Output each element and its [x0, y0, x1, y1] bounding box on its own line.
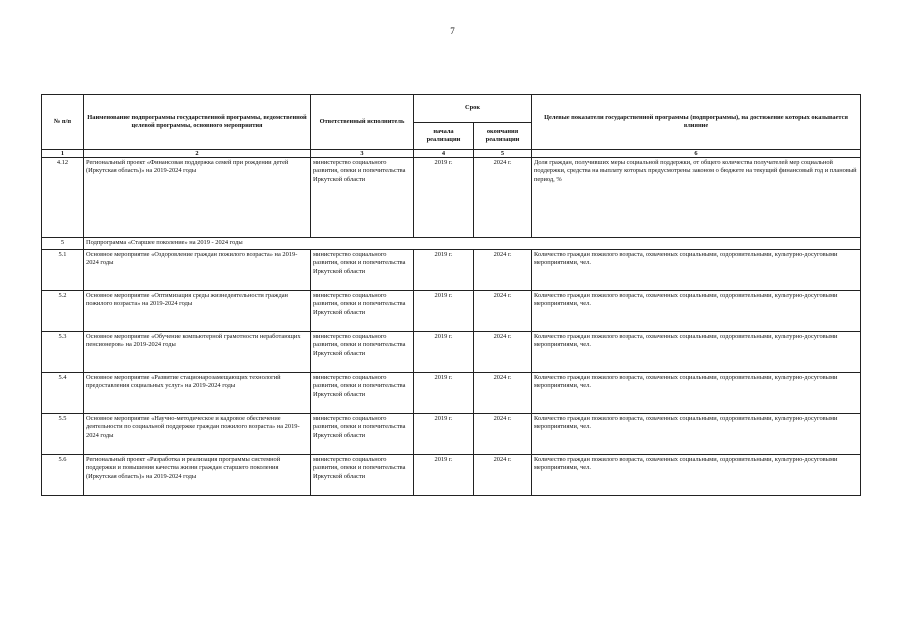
page-number: 7 [450, 26, 455, 36]
row-indicators: Количество граждан пожилого возраста, охваченных социальными, оздоровительными, культурно-досуговыми мероприятиями, чел. [532, 291, 861, 332]
header-name: Наименование подпрограммы государственной программы, ведомственной целевой программы, основного мероприятия [84, 95, 311, 150]
row-start: 2019 г. [414, 291, 474, 332]
table-body [42, 158, 861, 496]
row-name: Региональный проект «Разработка и реализация программы системной поддержки и повышения качества жизни граждан старшего поколения (Иркутская область)» на 2019-2024 годы [84, 455, 311, 496]
column-number: 4 [414, 150, 474, 158]
header-executor: Ответственный исполнитель [311, 95, 414, 150]
row-number: 4.12 [42, 158, 84, 238]
table-row [42, 455, 861, 496]
row-start: 2019 г. [414, 455, 474, 496]
row-end: 2024 г. [474, 250, 532, 291]
row-indicators: Количество граждан пожилого возраста, охваченных социальными, оздоровительными, культурно-досуговыми мероприятиями, чел. [532, 250, 861, 291]
row-executor: министерство социального развития, опеки и попечительства Иркутской области [311, 455, 414, 496]
row-executor: министерство социального развития, опеки и попечительства Иркутской области [311, 291, 414, 332]
row-end: 2024 г. [474, 332, 532, 373]
row-name: Основное мероприятие «Оптимизация среды жизнедеятельности граждан пожилого возраста» на 2019-2024 годы [84, 291, 311, 332]
row-name: Основное мероприятие «Научно-методическое и кадровое обеспечение деятельности по социальной поддержке граждан пожилого возраста» на 2019-2024 годы [84, 414, 311, 455]
row-number: 5.6 [42, 455, 84, 496]
row-end: 2024 г. [474, 291, 532, 332]
row-number: 5.3 [42, 332, 84, 373]
program-table [41, 94, 861, 496]
row-executor: министерство социального развития, опеки и попечительства Иркутской области [311, 332, 414, 373]
section-title: Подпрограмма «Старшее поколение» на 2019 - 2024 годы [84, 238, 861, 250]
table-row [42, 250, 861, 291]
table-row [42, 291, 861, 332]
table-header [42, 95, 861, 158]
row-indicators: Количество граждан пожилого возраста, охваченных социальными, оздоровительными, культурно-досуговыми мероприятиями, чел. [532, 332, 861, 373]
row-start: 2019 г. [414, 373, 474, 414]
row-start: 2019 г. [414, 250, 474, 291]
column-number: 1 [42, 150, 84, 158]
column-number: 5 [474, 150, 532, 158]
column-numbers-row [42, 150, 861, 158]
table-row [42, 158, 861, 238]
table-row [42, 332, 861, 373]
row-indicators: Количество граждан пожилого возраста, охваченных социальными, оздоровительными, культурно-досуговыми мероприятиями, чел. [532, 414, 861, 455]
row-name: Основное мероприятие «Обучение компьютерной грамотности неработающих пенсионеров» на 2019-2024 годы [84, 332, 311, 373]
row-name: Региональный проект «Финансовая поддержка семей при рождении детей (Иркутская область)» на 2019-2024 годы [84, 158, 311, 238]
row-number: 5.4 [42, 373, 84, 414]
row-executor: министерство социального развития, опеки и попечительства Иркутской области [311, 373, 414, 414]
row-start: 2019 г. [414, 332, 474, 373]
section-row [42, 238, 861, 250]
row-end: 2024 г. [474, 455, 532, 496]
row-number: 5.5 [42, 414, 84, 455]
row-end: 2024 г. [474, 414, 532, 455]
row-executor: министерство социального развития, опеки и попечительства Иркутской области [311, 414, 414, 455]
row-number: 5 [42, 238, 84, 250]
row-indicators: Количество граждан пожилого возраста, охваченных социальными, оздоровительными, культурно-досуговыми мероприятиями, чел. [532, 373, 861, 414]
column-number: 2 [84, 150, 311, 158]
row-end: 2024 г. [474, 158, 532, 238]
row-number: 5.1 [42, 250, 84, 291]
row-executor: министерство социального развития, опеки и попечительства Иркутской области [311, 250, 414, 291]
row-start: 2019 г. [414, 158, 474, 238]
row-name: Основное мероприятие «Оздоровление граждан пожилого возраста» на 2019-2024 годы [84, 250, 311, 291]
row-indicators: Количество граждан пожилого возраста, охваченных социальными, оздоровительными, культурно-досуговыми мероприятиями, чел. [532, 455, 861, 496]
column-number: 6 [532, 150, 861, 158]
row-start: 2019 г. [414, 414, 474, 455]
table-row [42, 373, 861, 414]
row-name: Основное мероприятие «Развитие стационарозамещающих технологий предоставления социальных услуг» на 2019-2024 годы [84, 373, 311, 414]
row-number: 5.2 [42, 291, 84, 332]
header-end: окончания реализации [474, 123, 532, 150]
row-indicators: Доля граждан, получивших меры социальной поддержки, от общего количества получателей мер социальной поддержки, средства на выплату которых предусмотрены законом о бюджете на текущий финансовый год и плановый период, % [532, 158, 861, 238]
row-end: 2024 г. [474, 373, 532, 414]
table-row [42, 414, 861, 455]
row-executor: министерство социального развития, опеки и попечительства Иркутской области [311, 158, 414, 238]
column-number: 3 [311, 150, 414, 158]
header-num: № п/п [42, 95, 84, 150]
header-start: начала реализации [414, 123, 474, 150]
header-indicators: Целевые показатели государственной программы (подпрограммы), на достижение которых оказывается влияние [532, 95, 861, 150]
header-term: Срок [414, 95, 532, 123]
